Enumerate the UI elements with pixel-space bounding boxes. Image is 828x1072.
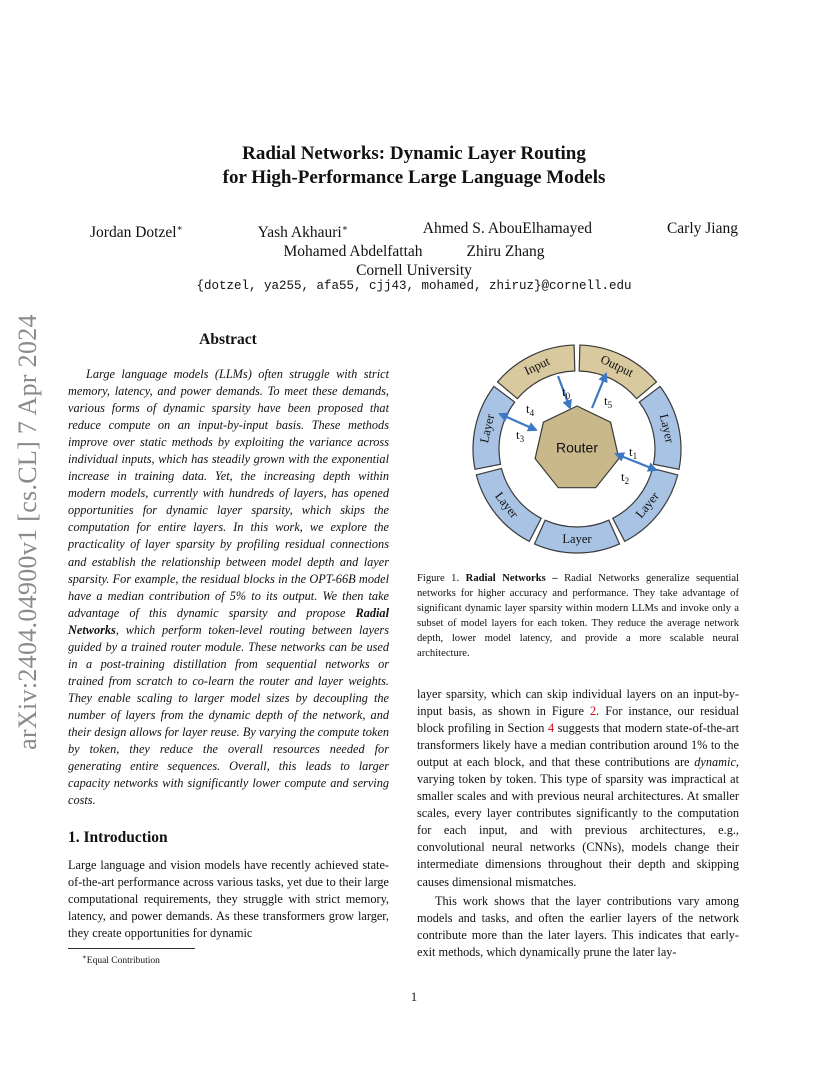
author: Zhiru Zhang [466, 243, 545, 261]
ring-label-input: Input [522, 353, 552, 379]
page-number: 1 [410, 990, 418, 1004]
arxiv-identifier: arXiv:2404.04900v1 [cs.CL] 7 Apr 2024 [13, 314, 43, 750]
ring-label-layer: Layer [562, 531, 592, 546]
affiliation: Cornell University [356, 262, 472, 280]
author: Yash Akhauri∗ [257, 223, 348, 242]
introduction-text: Large language and vision models have recently achieved state-of-the-art performance across various tasks, yet due to their large computational requirements, they struggle with strict memory, latency, and power demands. As these transformers grow larger, they create opportunities for dynamic [68, 858, 389, 941]
time-label-t2: $t_2$ [621, 469, 630, 486]
author-row-1 [90, 219, 738, 242]
section-heading-introduction: 1. Introduction [68, 829, 168, 846]
router-label: Router [555, 439, 599, 456]
abstract-heading: Abstract [199, 331, 257, 348]
section-reference-link[interactable]: 4 [547, 721, 555, 736]
ring-label-layer: Layer [492, 489, 522, 521]
time-label-t0: $t_0$ [562, 384, 571, 401]
ring-label-output: Output [598, 352, 636, 380]
right-column-body [417, 686, 739, 961]
paper-title [0, 142, 828, 190]
figure-reference-link[interactable]: 2 [590, 704, 597, 719]
author-block [90, 219, 738, 280]
time-label-t1: $t_1$ [629, 444, 638, 461]
ring-label-layer: Layer [632, 489, 662, 521]
author: Jordan Dotzel∗ [90, 223, 183, 242]
title-line-1: Radial Networks: Dynamic Layer Routing [242, 143, 586, 164]
radial-network-figure [466, 338, 688, 560]
footnote: ∗Equal Contribution [82, 953, 160, 967]
ring-label-layer: Layer [477, 412, 498, 445]
time-label-t3: $t_3$ [516, 427, 525, 444]
footnote-rule [68, 948, 195, 949]
figure-caption: Figure 1. Radial Networks – Radial Networks generalize sequential networks for higher accuracy and performance. They take advantage of significant dynamic layer sparsity within modern LLMs and invoke only a subset of model layers for each token. They reduce the average network depth, lower model latency, and provide a more scalable neural architecture. [417, 573, 739, 659]
author: Ahmed S. AbouElhamayed [422, 220, 592, 237]
time-label-t4: $t_4$ [526, 401, 535, 418]
abstract-emphasis: Radial Networks [68, 605, 389, 637]
author-row-2 [90, 242, 738, 261]
time-label-t5: $t_5$ [604, 393, 613, 410]
abstract-text: Large language models (LLMs) often struggle with strict memory, latency, and power demands. To meet these demands, various forms of dynamic sparsity have been proposed that reduce compute on an input-by-input basis. These methods improve over static methods by exploiting the variance across individual inputs, which has steadily grown with the exponential increase in training data. Yet, the increasing depth within modern models, currently with hundreds of layers, has opened opportunities for dynamic layer sparsity, which skips the computation for entire layers. In this work, we explore the practicality of layer sparsity by profiling residual connections and establish the relationship between model depth and layer sparsity. For example, the residual blocks in the OPT-66B model have a median contribution of 5% to its output. We then take advantage of this dynamic sparsity and propose Radial Networks, which perform token-level routing between layers guided by a trained router module. These networks can be used in a post-training distillation from sequential networks or trained from scratch to co-learn the router and layer weights. They enable scaling to larger model sizes by decoupling the number of layers from the dynamic depth of the network, and their design allows for layer reuse. By varying the compute token by token, they reduce the overall resources needed for generating entire sequences. Overall, this leads to larger capacity networks with significantly lower compute and serving costs. [68, 367, 389, 808]
author-emails: {dotzel, ya255, afa55, cjj43, mohamed, zhiruz}@cornell.edu [196, 279, 632, 293]
body-paragraph: layer sparsity, which can skip individual layers on an input-by-input basis, as shown in Figure 2. For instance, our residual block profiling in Section 4 suggests that modern state-of-the-art transformers likely have a median contribution around 1% to the output at each block, and that these contributions are dynamic, varying token by token. This type of sparsity was impractical at smaller scales and with previous neural architectures. At smaller scales, every layer contributes significantly to the computation for each input, and with previous architectures, e.g., convolutional neural networks (CNNs), models change their intermediate dimensions throughout their depth and skipping causes dimensional mismatches. [417, 687, 740, 889]
body-paragraph: This work shows that the layer contributions vary among models and tasks, and often the earlier layers of the network contribute more than the later layers. This indicates that early-exit methods, which dynamically prune the later lay- [417, 893, 739, 959]
ring-label-layer: Layer [656, 412, 677, 445]
title-line-2: for High-Performance Large Language Models [222, 167, 606, 188]
author: Mohamed Abdelfattah [283, 243, 423, 261]
author: Carly Jiang [666, 220, 738, 237]
